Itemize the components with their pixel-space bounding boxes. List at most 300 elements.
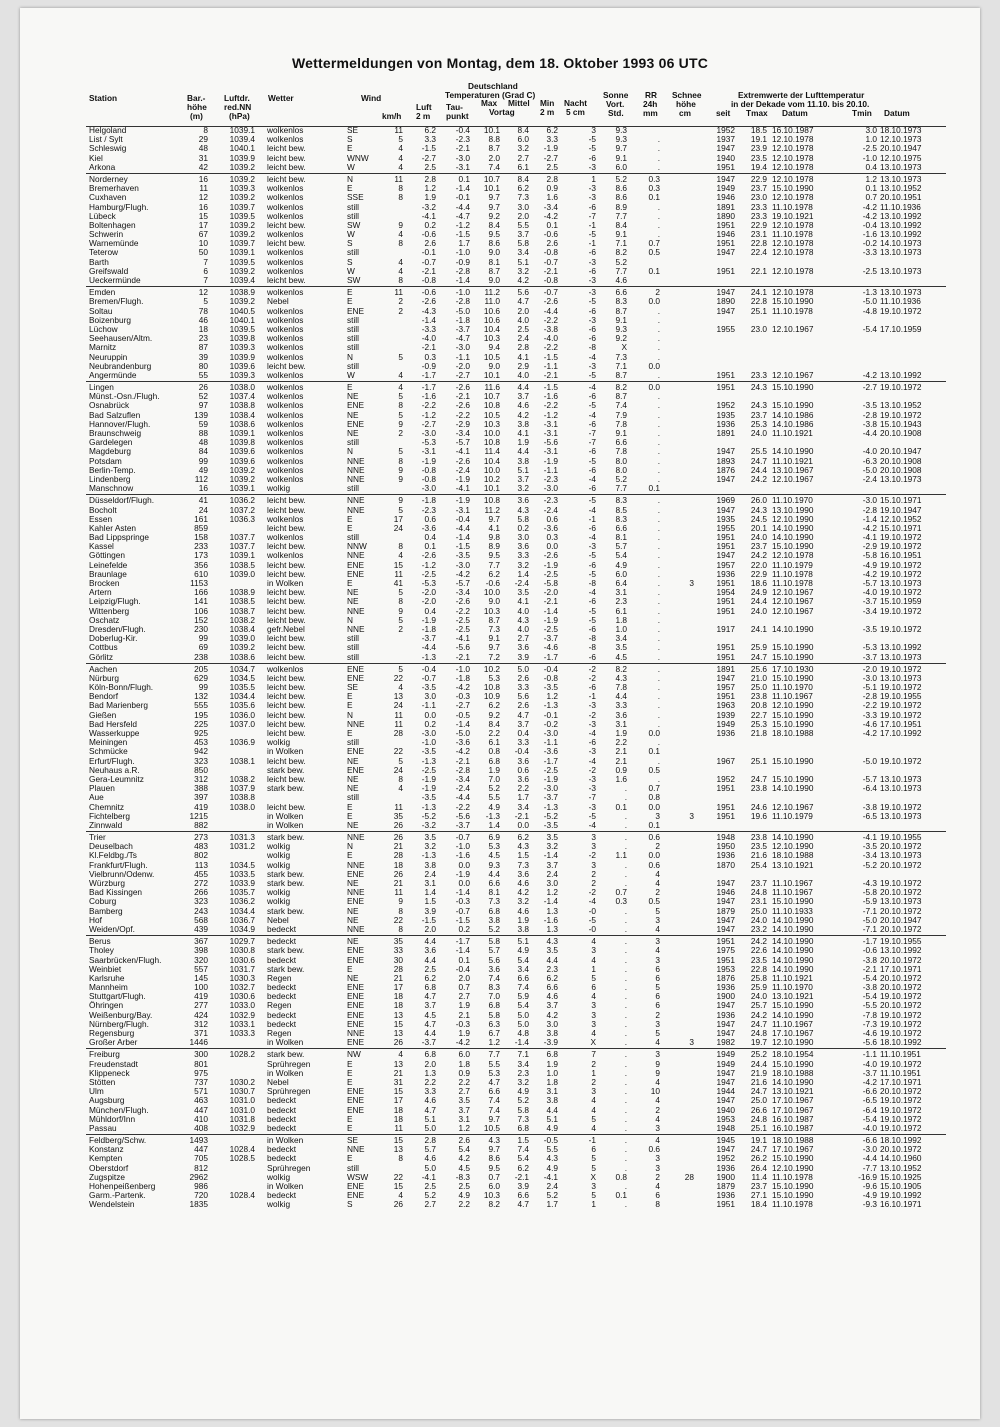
cell-luft-2m: 6.8 [424,982,436,993]
cell-wetter: Sprühregen [267,1162,311,1173]
cell-min-vortag: 3.8 [546,1028,558,1038]
cell-datum-max: 18.10.1988 [772,1135,814,1146]
cell-datum-min: 20.10.1972 [880,1000,922,1011]
cell-baro-hoehe: 113 [194,859,208,870]
cell-luftdruck: 1036.3 [229,513,255,524]
cell-min-vortag: -1.1 [543,737,558,748]
cell-max-vortag: 6.3 [488,1018,500,1029]
cell-luftdruck: 1030.6 [229,991,255,1002]
cell-wetter: leicht bew. [267,559,306,570]
cell-min-vortag: -3.1 [543,428,558,438]
cell-wind-kmh: 4 [398,682,403,693]
cell-station: Wendelstein [89,1199,135,1210]
cell-wind-kmh: 24 [393,700,403,711]
cell-min-vortag: 0.0 [546,541,558,552]
cell-sonne: . [624,1113,627,1124]
cell-taupunkt: -2.8 [455,265,470,276]
cell-tmin: -3.8 [862,801,877,812]
cell-min-vortag: 6.8 [546,1049,558,1060]
cell-baro-hoehe: 243 [194,905,208,916]
cell-datum-max: 14.10.1990 [772,783,814,794]
cell-luft-2m: 3.3 [424,134,436,145]
cell-nacht-5cm: -5 [588,495,596,506]
cell-mittel-vortag: 2.3 [517,1067,529,1078]
cell-min-vortag: -2.3 [543,473,558,484]
cell-nacht-5cm: -0 [588,905,596,916]
cell-nacht-5cm: -3 [588,256,596,267]
station-group [0,833,1000,934]
cell-luft-2m: -3.6 [421,522,436,533]
cell-taupunkt: 1.8 [458,1058,470,1069]
cell-wind-richtung: S [347,1199,353,1210]
cell-mittel-vortag: 4.4 [517,446,529,457]
cell-seit: 1890 [716,296,735,307]
cell-wetter: wolkig [267,896,291,907]
cell-luftdruck: 1040.5 [229,305,255,316]
cell-rr-24h: . [657,623,660,634]
cell-tmin: -4.2 [862,369,877,380]
cell-mittel-vortag: 6.2 [517,1162,529,1173]
cell-wetter: Nebel [267,914,289,925]
cell-baro-hoehe: 106 [194,605,208,616]
group-divider [86,1048,946,1049]
cell-wetter: leicht bew. [267,152,306,163]
cell-luft-2m: 4.6 [424,1095,436,1106]
cell-min-vortag: 4.9 [546,1162,558,1173]
cell-taupunkt: -0.4 [455,125,470,135]
cell-wind-kmh: 4 [398,1190,403,1201]
cell-wind-richtung: still [347,633,359,644]
cell-seit: 1936 [716,1162,735,1173]
cell-wind-richtung: E [347,143,353,154]
cell-datum-min: 17.10.1951 [880,718,922,729]
cell-rr-24h: . [657,495,660,506]
cell-baro-hoehe: 145 [194,972,208,983]
cell-wind-kmh: 4 [398,265,403,276]
cell-station: Boltenhagen [89,219,136,230]
cell-luft-2m: -1.8 [421,495,436,506]
cell-seit: 1947 [716,473,735,484]
table-row [0,551,1000,560]
cell-baro-hoehe: 882 [194,819,208,830]
cell-tmax: 21.8 [750,728,767,738]
cell-wind-richtung: NE [347,819,359,830]
cell-wetter: bedeckt [267,923,297,934]
cell-wind-kmh: 11 [394,173,403,184]
cell-baro-hoehe: 850 [194,764,208,775]
cell-wind-richtung: NNE [347,455,365,466]
cell-station: Arkona [89,161,116,172]
cell-rr-24h: . [657,651,660,662]
cell-mittel-vortag: 7.3 [517,1113,529,1124]
cell-station: Klippeneck [89,1067,130,1078]
cell-datum-min: 19.10.1972 [880,559,922,570]
cell-datum-max: 15.10.1990 [772,1181,814,1191]
cell-station: Zinnwald [89,819,123,830]
cell-datum-min: 19.10.1972 [880,409,922,420]
cell-station: Braunschweig [89,428,142,438]
cell-wetter: wolkenlos [267,418,304,429]
cell-min-vortag: 4.4 [546,954,558,965]
cell-seit: 1953 [716,1113,735,1124]
cell-nacht-5cm: -6 [588,201,596,212]
table-row [0,597,1000,606]
cell-tmin: -1.1 [862,1049,877,1060]
cell-taupunkt: -4.7 [455,210,470,221]
cell-luft-2m: 2.5 [424,1181,436,1191]
cell-max-vortag: 6.6 [488,1086,500,1097]
cell-taupunkt: -1.0 [455,841,470,852]
cell-rr-24h: . [657,152,660,163]
cell-tmin: -6.5 [862,810,877,821]
cell-wetter: stark bew. [267,1049,305,1060]
cell-rr-24h: . [657,663,660,674]
cell-wind-richtung: S [347,134,353,145]
cell-tmax: 22.8 [750,238,767,249]
cell-mittel-vortag: 5.1 [517,464,529,475]
cell-tmax: 24.7 [750,1018,767,1029]
station-group [0,288,1000,380]
cell-mittel-vortag: 2.9 [517,360,529,371]
cell-seit: 1951 [716,810,735,821]
cell-wind-richtung: ENE [347,991,365,1002]
cell-wetter: leicht bew. [267,522,306,533]
cell-wind-richtung: E [347,1076,353,1087]
cell-wetter: in Wolken [267,1067,304,1078]
cell-rr-24h: 3 [655,1162,660,1173]
cell-min-vortag: 1.2 [546,887,558,898]
cell-wind-richtung: still [347,483,359,494]
cell-tmin: -5.6 [862,1037,877,1048]
cell-sonne: . [624,914,627,925]
cell-nacht-5cm: -6 [588,323,596,334]
cell-rr-24h: . [657,409,660,420]
cell-wetter: leicht bew. [267,633,306,644]
cell-max-vortag: 5.8 [488,936,500,947]
cell-min-vortag: -4.4 [543,305,558,316]
cell-baro-hoehe: 571 [194,1086,208,1097]
cell-mittel-vortag: 2.5 [517,323,529,334]
cell-station: Großer Arber [89,1037,138,1048]
cell-min-vortag: -3.9 [543,1037,558,1048]
cell-wind-richtung: ENE [347,1037,365,1048]
cell-luft-2m: -4.1 [421,1171,436,1182]
cell-tmin: -4.8 [862,305,877,316]
cell-nacht-5cm: -1 [588,1135,596,1146]
cell-datum-max: 14.10.1990 [772,936,814,947]
cell-station: Gießen [89,709,117,720]
cell-luft-2m: -2.1 [421,265,436,276]
cell-luft-2m: 2.0 [424,1058,436,1069]
table-row [0,1145,1000,1154]
cell-max-vortag: 4.5 [488,850,500,861]
cell-mittel-vortag: 3.4 [517,1058,529,1069]
table-row [0,812,1000,821]
cell-sonne: 7.8 [615,682,627,693]
cell-datum-max: 15.10.1990 [772,896,814,907]
cell-nacht-5cm: -6 [588,247,596,258]
cell-tmax: 24.2 [750,1009,767,1020]
cell-seit: 1944 [716,1086,735,1097]
table-row [0,343,1000,352]
cell-tmin: -0.6 [862,945,877,956]
cell-min-vortag: 1.3 [546,905,558,916]
station-group [0,1050,1000,1133]
cell-max-vortag: 10.3 [483,605,500,616]
cell-mittel-vortag: 3.2 [517,265,529,276]
cell-tmin: 1.0 [865,134,877,145]
cell-baro-hoehe: 46 [198,314,208,325]
cell-sonne: . [624,1058,627,1069]
cell-station: Zugspitze [89,1171,125,1182]
cell-tmax: 24.3 [750,400,767,411]
cell-wind-kmh: 15 [393,1135,403,1146]
cell-tmin: -9.6 [862,1181,877,1191]
cell-tmax: 24.8 [750,1113,767,1124]
cell-luft-2m: 2.8 [424,173,436,184]
cell-datum-max: 14.10.1990 [772,923,814,934]
col-wetter: Wetter [268,93,294,103]
cell-luftdruck: 1038.2 [229,773,255,784]
cell-mittel-vortag: 0.6 [517,764,529,775]
cell-taupunkt: 0.9 [458,1067,470,1078]
cell-station: Berlin-Temp. [89,464,136,475]
cell-luft-2m: -2.0 [421,596,436,607]
region-label: Deutschland [468,81,518,91]
cell-min-vortag: -0.8 [543,247,558,258]
cell-mittel-vortag: 6.2 [517,832,529,843]
cell-baro-hoehe: 87 [198,342,208,353]
cell-sonne: . [624,841,627,852]
cell-max-vortag: 7.7 [488,559,500,570]
cell-wind-kmh: 22 [393,672,403,683]
cell-wind-richtung: NW [347,1049,361,1060]
cell-taupunkt: -2.1 [455,143,470,154]
cell-wetter: leicht bew. [267,651,306,662]
cell-wetter: wolkig [267,737,291,748]
cell-datum-max: 14.10.1986 [772,409,814,420]
table-row [0,258,1000,267]
cell-baro-hoehe: 84 [198,446,208,457]
cell-baro-hoehe: 424 [194,1009,208,1020]
cell-sonne: X [621,342,627,353]
cell-station: Cottbus [89,642,118,653]
cell-tmax: 24.7 [750,651,767,662]
cell-baro-hoehe: 141 [194,596,208,607]
cell-taupunkt: -1.4 [455,945,470,956]
cell-mittel-vortag: 5.0 [517,1009,529,1020]
cell-nacht-5cm: 3 [591,1009,596,1020]
cell-datum-min: 20.10.1951 [880,192,922,203]
cell-max-vortag: 7.4 [488,1095,500,1106]
cell-max-vortag: 10.0 [483,428,500,438]
cell-mittel-vortag: 4.3 [517,504,529,515]
cell-datum-max: 11.10.1933 [772,905,813,916]
cell-min-vortag: 0.9 [546,183,558,194]
cell-sonne: 7.8 [615,446,627,457]
cell-seit: 1950 [716,841,735,852]
cell-seit: 1951 [716,238,735,249]
cell-seit: 1955 [716,522,735,533]
cell-baro-hoehe: 398 [194,945,208,956]
table-row [0,184,1000,193]
cell-tmax: 24.5 [750,513,767,524]
cell-wetter: wolkenlos [267,391,304,402]
cell-baro-hoehe: 139 [194,409,208,420]
group-divider [86,935,946,936]
cell-datum-max: 12.10.1990 [772,1037,814,1048]
station-group [0,175,1000,285]
cell-tmax: 22.6 [750,945,767,956]
cell-rr-24h: 0.6 [648,832,660,843]
table-row [0,965,1000,974]
cell-min-vortag: 2.5 [546,161,558,172]
cell-min-vortag: -4.6 [543,642,558,653]
cell-tmin: -4.6 [862,718,877,729]
cell-mittel-vortag: 3.2 [517,483,529,494]
cell-mittel-vortag: 2.7 [517,633,529,644]
cell-wind-richtung: NNE [347,1028,365,1038]
table-row [0,126,1000,135]
cell-station: Kl.Feldbg./Ts [89,850,137,861]
cell-wetter: leicht bew. [267,718,306,729]
cell-datum-min: 19.10.1972 [880,991,922,1002]
cell-station: Karlsruhe [89,972,125,983]
cell-datum-min: 19.10.1972 [880,1009,922,1020]
cell-min-vortag: 1.6 [546,192,558,203]
cell-datum-max: 18.10.1988 [772,728,814,738]
cell-mittel-vortag: 4.8 [517,1028,529,1038]
cell-datum-max: 14.10.1990 [772,1009,814,1020]
cell-baro-hoehe: 323 [194,755,208,766]
table-row [0,607,1000,616]
cell-mittel-vortag: -1.4 [514,1037,529,1048]
cell-wetter: wolkenlos [267,513,304,524]
table-row [0,701,1000,710]
cell-luftdruck: 1033.5 [229,868,255,879]
cell-datum-min: 20.10.1972 [880,841,922,852]
cell-taupunkt: 2.6 [458,1135,470,1146]
cell-baro-hoehe: 225 [194,718,208,729]
cell-seit: 1947 [716,1000,735,1011]
cell-wind-kmh: 4 [398,1049,403,1060]
cell-tmin: -4.3 [862,878,877,888]
cell-tmin: -4.0 [862,1058,877,1069]
cell-station: Hohenpeißenberg [89,1181,156,1191]
cell-tmin: -3.5 [862,400,877,411]
cell-tmin: 0.4 [865,161,877,172]
cell-luftdruck: 1039.1 [229,428,255,438]
cell-min-vortag: 3.3 [546,134,558,145]
cell-datum-max: 17.10.1967 [772,1104,814,1115]
cell-luftdruck: 1039.2 [229,473,255,484]
cell-wind-richtung: still [347,201,359,212]
cell-rr-24h: . [657,596,660,607]
cell-mittel-vortag: 1.7 [517,792,529,803]
cell-luftdruck: 1039.8 [229,437,255,448]
col-rr-3: mm [643,108,658,118]
cell-wind-richtung: ENE [347,1104,365,1115]
cell-baro-hoehe: 802 [194,850,208,861]
table-row [0,1164,1000,1173]
cell-wind-kmh: 22 [393,914,403,925]
cell-luft-2m: 4.4 [424,1028,436,1038]
cell-baro-hoehe: 78 [198,305,208,316]
cell-wetter: in Wolken [267,819,304,830]
cell-max-vortag: 6.6 [488,878,500,888]
cell-tmax: 18.6 [750,578,767,588]
cell-nacht-5cm: -8 [588,342,596,353]
cell-wind-richtung: ENE [347,568,365,579]
cell-datum-min: 19.10.1972 [880,1104,922,1115]
cell-datum-min: 20.10.1972 [880,982,922,993]
cell-luftdruck: 1032.9 [229,1009,255,1020]
col-nacht-2: 5 cm [566,107,585,117]
cell-min-vortag: -3.6 [543,746,558,757]
cell-taupunkt: 4.2 [458,1153,470,1164]
cell-sonne: 3.1 [615,718,627,729]
cell-datum-min: 16.10.1951 [880,550,922,561]
cell-baro-hoehe: 300 [194,1049,208,1060]
cell-taupunkt: -2.5 [455,623,470,634]
cell-seit: 1952 [716,125,735,135]
cell-datum-max: 13.10.1990 [772,504,814,515]
cell-rr-24h: 5 [655,982,660,993]
cell-min-vortag: -2.5 [543,764,558,775]
cell-seit: 1947 [716,914,735,925]
cell-min-vortag: -3.8 [543,323,558,334]
cell-nacht-5cm: -5 [588,614,596,625]
table-row [0,683,1000,692]
cell-max-vortag: 3.8 [488,914,500,925]
cell-tmin: -2.7 [862,382,877,393]
cell-datum-max: 12.10.1967 [772,801,814,812]
table-row [0,757,1000,766]
cell-tmax: 20.1 [750,522,767,533]
table-row [0,925,1000,934]
page-title: Wettermeldungen von Montag, dem 18. Oktober 1993 06 UTC [291,55,709,71]
cell-mittel-vortag: 4.2 [517,409,529,420]
cell-taupunkt: -1.2 [455,219,470,230]
cell-tmax: 21.0 [750,672,767,683]
cell-wind-kmh: 9 [398,219,403,230]
table-row [0,711,1000,720]
cell-mittel-vortag: 3.7 [517,718,529,729]
cell-luftdruck: 1038.0 [229,801,255,812]
cell-datum-min: 20.10.1972 [880,905,922,916]
cell-min-vortag: 1.2 [546,691,558,702]
cell-tmax: 25.4 [750,859,767,870]
cell-sonne: 7.3 [615,351,627,362]
cell-tmax: 11.4 [751,1171,767,1182]
cell-taupunkt: 0.1 [458,954,470,965]
cell-wind-richtung: NE [347,905,359,916]
cell-tmax: 21.9 [750,1067,767,1078]
cell-tmax: 19.7 [750,1037,767,1048]
cell-tmax: 23.7 [750,183,767,194]
cell-wind-richtung: still [347,532,359,543]
cell-min-vortag: -1.7 [543,755,558,766]
cell-sonne: . [624,954,627,965]
cell-wind-richtung: ENE [347,945,365,956]
cell-wetter: in Wolken [267,1135,304,1146]
cell-datum-min: 19.10.1972 [880,1122,922,1133]
cell-taupunkt: -2.6 [455,400,470,411]
cell-nacht-5cm: 1 [591,963,596,974]
cell-rr-24h: 3 [655,936,660,947]
cell-datum-max: 15.10.1990 [772,709,814,720]
cell-sonne: . [624,945,627,956]
